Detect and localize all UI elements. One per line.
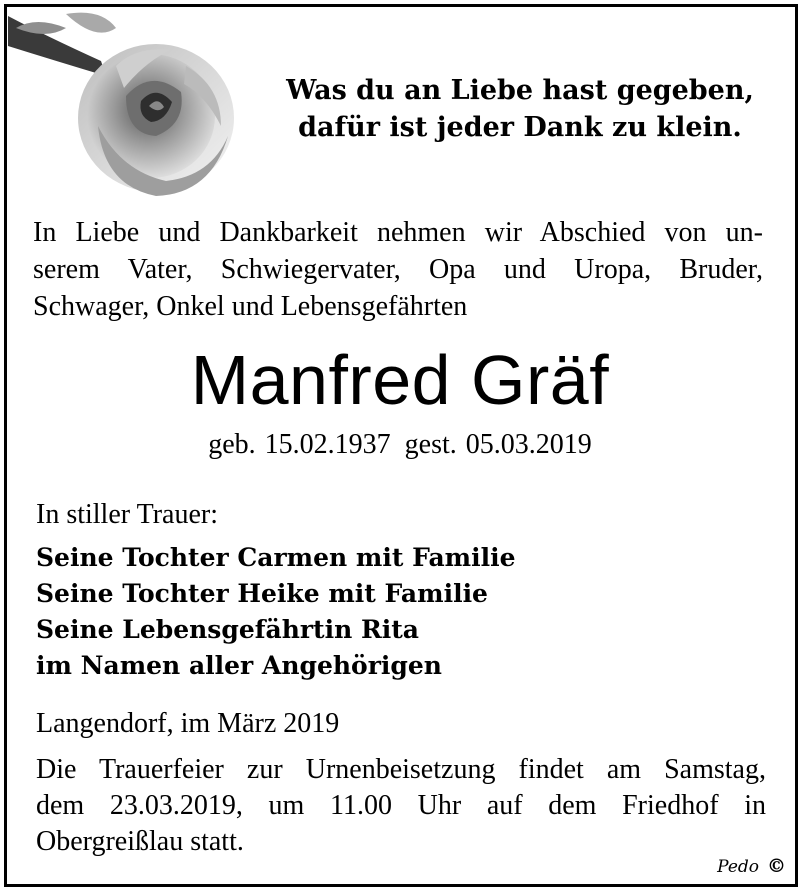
intro-line-2: serem Vater, Schwiegervater, Opa und Uropa, Bruder,	[33, 254, 763, 285]
ceremony-line-1: Die Trauerfeier zur Urnenbeisetzung findet am Samstag,	[36, 754, 766, 785]
motto-line-2: dafür ist jeder Dank zu klein.	[298, 112, 742, 143]
death-date: gest. 05.03.2019	[404, 429, 592, 460]
mourner-line: Seine Tochter Heike mit Familie	[36, 579, 488, 608]
credit	[717, 855, 786, 877]
place-date: Langendorf, im März 2019	[36, 708, 340, 739]
ceremony-line-2: dem 23.03.2019, um 11.00 Uhr auf dem Friedhof in	[36, 790, 766, 821]
rose-icon	[6, 6, 236, 201]
motto	[270, 72, 770, 146]
mourner-line: Seine Tochter Carmen mit Familie	[36, 543, 516, 572]
mourners-list	[36, 540, 516, 684]
ceremony-text	[36, 752, 766, 860]
deceased-name: Manfred Gräf	[190, 341, 610, 419]
motto-line-1: Was du an Liebe hast gegeben,	[286, 75, 754, 106]
ceremony-line-3: Obergreißlau statt.	[36, 826, 244, 857]
mourners-label: In stiller Trauer:	[36, 499, 218, 530]
mourner-line: Seine Lebensgefährtin Rita	[36, 615, 419, 644]
intro-line-3: Schwager, Onkel und Lebensgefährten	[33, 291, 468, 322]
life-dates	[0, 428, 800, 462]
intro-text	[33, 214, 763, 325]
birth-date: geb. 15.02.1937	[208, 429, 391, 460]
intro-line-1: In Liebe und Dankbarkeit nehmen wir Abschied von un-	[33, 217, 763, 248]
mourner-line: im Namen aller Angehörigen	[36, 651, 442, 680]
copyright-icon: ©	[767, 855, 786, 877]
credit-signature: Pedo	[717, 857, 759, 877]
